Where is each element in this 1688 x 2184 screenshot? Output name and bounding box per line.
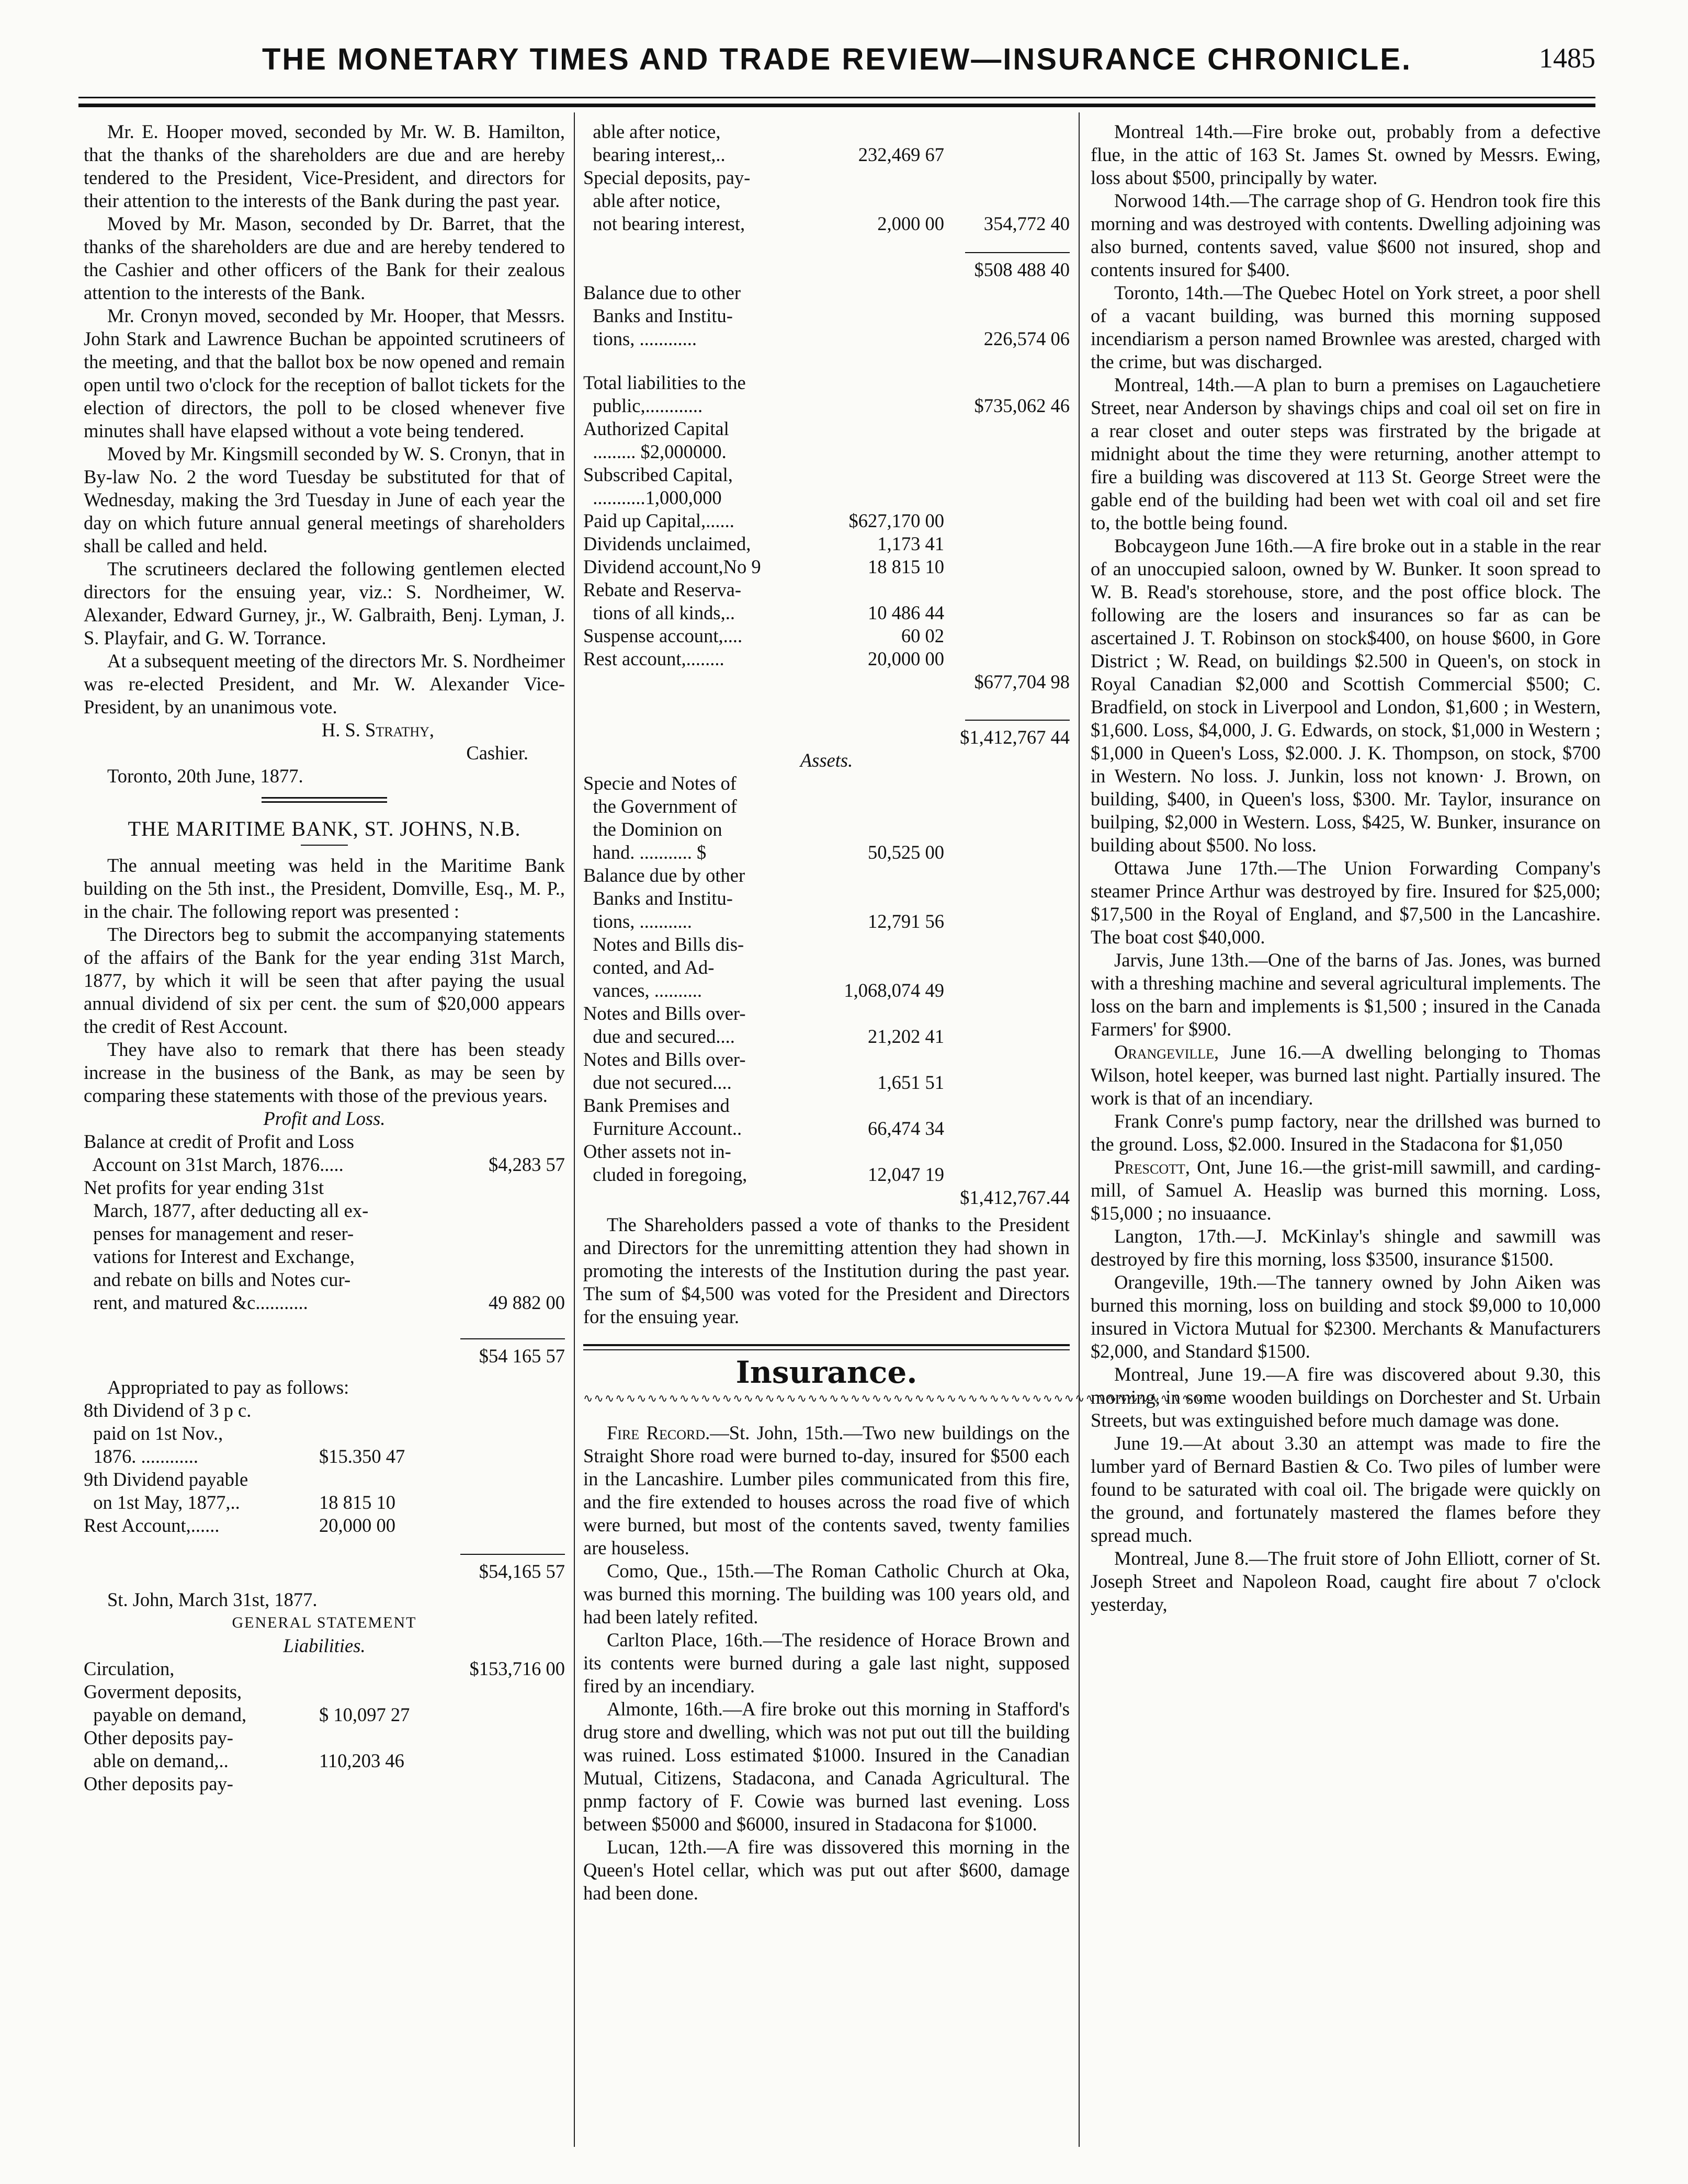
paragraph: Toronto, 14th.—The Quebec Hotel on York street, a poor shell of a vacant building, was burned this morning supposed incendiarism a person named Brownlee was arested, charged with the crime, but was discharged. [1091,282,1601,372]
row-label: Total liabilities to the public,............ [583,372,746,416]
row-label: Suspense account,.... [583,625,743,646]
table-row [583,933,1070,1002]
row-label: Other assets not in- cluded in foregoing, [583,1141,747,1185]
row-label: Circulation, [84,1658,175,1679]
signature-name: H. S. Strathy, [321,719,434,741]
paragraph-text: , Ont, June 16.—the grist-mill sawmill, and carding-mill, of Samuel A. Heaslip was burned this morning. Loss, $15,000 ; no insuaance. [1091,1156,1601,1224]
subsection-title: Liabilities. [283,1635,366,1656]
row-amount: 20,000 00 [319,1515,395,1536]
row-total: $54 165 57 [479,1345,565,1367]
row-label: Notes and Bills over- due and secured.... [583,1003,746,1047]
table-row [583,578,1070,624]
table-row [583,166,1070,235]
subsection-title: Profit and Loss. [263,1108,386,1129]
table-row [583,1094,1070,1140]
paragraph: Montreal, June 19.—A fire was discovered about 9.30, this morning, in some wooden buildings on Dorchester and St. Urbain Streets, but was extinguished before much damage was done. [1091,1363,1601,1431]
table-row [84,1680,565,1726]
row-amount: 21,202 41 [868,1026,944,1047]
table-row [583,670,1070,693]
table-row [583,235,1070,281]
row-amount: 12,047 19 [868,1164,944,1185]
row-label: Bank Premises and Furniture Account.. [583,1095,742,1139]
page-header [78,42,1595,99]
row-amount: 2,000 00 [877,213,944,234]
row-label: Other deposits pay- able on demand,.. [84,1727,233,1771]
row-total: $677,704 98 [974,671,1070,692]
row-total: 354,772 40 [983,213,1070,234]
row-amount: 66,474 34 [868,1118,944,1139]
table-row [583,417,1070,463]
row-amount: 60 02 [901,625,944,646]
paragraph: Lucan, 12th.—A fire was dissovered this morning in the Queen's Hotel cellar, which was put out after $600, damage had been done. [583,1836,1070,1904]
paragraph: The Directors beg to submit the accompanying statements of the affairs of the Bank for the year ending 31st March, 1877, by which it will be seen that after paying the usual annual dividend of six per cent. the sum of $20,000 appears the credit of Rest Account. [84,924,565,1037]
table-row [583,350,1070,417]
paragraph: Orangeville, 19th.—The tannery owned by John Aiken was burned this morning, loss on building and stock $9,000 to 10,000 insured in Victora Mutual for $2300. Merchants & Manufacturers $2,000, and Standard $1500. [1091,1271,1601,1362]
table-row [583,509,1070,532]
table-row [583,555,1070,578]
paragraph: Carlton Place, 16th.—The residence of Horace Brown and its contents were burned during a gale last night, supposed fired by an incendiary. [583,1629,1070,1697]
paragraph: Ottawa June 17th.—The Union Forwarding Company's steamer Prince Arthur was destroyed by fire. Insured for $25,000; $17,500 in the Royal of England, and $7,500 in the Lancashire. The boat cost $40,000. [1091,857,1601,948]
paragraph [1091,1041,1601,1110]
row-label: Balance due to other Banks and Institu- tions, ............ [583,282,741,349]
section-rule [583,1344,1070,1350]
row-total: $735,062 46 [974,395,1070,416]
row-amount: 1,068,074 49 [844,980,944,1001]
paragraph: The Shareholders passed a vote of thanks to the President and Directors for the unremitting attention they had shown in promoting the interests of the Institution during the past year. The sum of $4,500 was voted for the President and Directors for the ensuing year. [583,1214,1070,1327]
row-amount: 232,469 67 [858,144,944,165]
row-amount: 12,791 56 [868,911,944,932]
row-label: Notes and Bills dis- conted, and Ad- vances, .......... [593,934,744,1001]
paragraph: Bobcaygeon June 16th.—A fire broke out in a stable in the rear of an unoccupied saloon, owned by W. Bunker. It soon spread to W. B. Read's storehouse, store, and the post office block. The following are the losers and insurances so far as can be ascertained J. T. Robinson on stock$400, on house $600, in Gore District ; W. Read, on buildings $2.500 in Queen's, on stock in Royal Canadian $2,000 and Scottish Commercial $500; C. Bradfield, on stock in Liverpool and London, $1,600 ; in Western, $1,600. Loss, $4,000, J. G. Edwards, on stock, $1,000 in Western ; $1,000 in Queen's Loss, $2.000. J. K. Thompson, on stock, $700 in Western. No loss. J. Junkin, loss not known· J. Brown, on building, $400, in Queen's loss, $300. Mr. Taylor, insurance on builping, $2,000 in Western. Loss, $425, W. Bunker, insurance on building about $500. No loss. [1091,535,1601,856]
liabilities-table [84,1657,565,1795]
row-amount: 20,000 00 [868,648,944,669]
paragraph: Moved by Mr. Kingsmill seconded by W. S. Cronyn, that in By-law No. 2 the word Tuesday be substituted for that of Wednesday, making the 3rd Tuesday in June of each year the day on which future annual general meetings of shareholders shall be called and held. [84,443,565,556]
running-title: THE MONETARY TIMES AND TRADE REVIEW—INSURANCE CHRONICLE. [262,42,1412,76]
row-label: Rest Account,...... [84,1515,220,1536]
column-divider [1079,112,1080,2147]
row-label: Other deposits pay- [84,1773,233,1794]
grand-total: $1,412,767 44 [960,726,1070,748]
liabilities-continued-table [583,120,1070,749]
lead-in: Prescott [1114,1156,1185,1178]
table-row [583,463,1070,509]
table-row [583,1002,1070,1048]
row-amount: 110,203 46 [319,1750,404,1771]
statement-title: GENERAL STATEMENT [232,1614,417,1631]
paragraph-text: , June 16.—A dwelling belonging to Thomas Wilson, hotel keeper, was burned last night. Partially insured. The work is that of an incendiary. [1091,1041,1601,1109]
paragraph: Appropriated to pay as follows: [107,1377,349,1398]
paragraph: Montreal, 14th.—A plan to burn a premises on Lagauchetiere Street, near Anderson by shavings chips and coal oil set on fire in a rear closet and outer steps was firstrated by the brigade at midnight about the time they were returning, another attempt to fire a building was discovered at 113 St. George Street were the gable end of the building had been wet with coal oil and set fire to, the bottle being found. [1091,374,1601,533]
header-rule [78,97,1595,98]
row-label: Special deposits, pay- able after notice, not bearing interest, [583,167,751,234]
row-amount: 49 882 00 [489,1292,565,1313]
row-label: Rebate and Reserva- tions of all kinds,.. [583,579,741,623]
paragraph [1091,1156,1601,1225]
grand-total: $1,412,767.44 [960,1187,1070,1208]
lead-in: Fire Record. [607,1422,710,1443]
profit-loss-table [84,1130,565,1368]
paragraph: Mr. E. Hooper moved, seconded by Mr. W. B. Hamilton, that the thanks of the shareholders are due and are hereby tendered to the President, Vice-President, and directors for their attention to the interests of the Bank during the past year. [84,121,565,211]
table-row [583,1186,1070,1209]
table-row [84,1176,565,1314]
insurance-heading: Insurance. [735,1355,917,1390]
row-amount: $153,716 00 [469,1658,565,1679]
row-amount: $627,170 00 [848,510,944,531]
table-row [583,693,1070,749]
paragraph-text: —St. John, 15th.—Two new buildings on the Straight Shore road were burned to-day, insured for $500 each in the Lancashire. Lumber piles communicated from this fire, and the fire extended to houses across the road five of which were burned, but most of the contents saved, twenty families are houseless. [583,1422,1070,1559]
row-label: Subscribed Capital, ...........1,000,000 [583,464,733,508]
ornamental-rule: ∿∿∿∿∿∿∿∿∿∿∿∿∿∿∿∿∿∿∿∿∿∿∿∿∿∿∿∿∿∿∿∿∿∿∿∿∿∿∿∿∿∿∿∿∿∿∿∿∿∿∿∿∿∿∿∿∿∿∿ [583,1392,1214,1405]
row-amount: 50,525 00 [868,841,944,863]
paragraph: Norwood 14th.—The carrage shop of G. Hendron took fire this morning and was destroyed with contents. Dwelling adjoining was also burned, contents saved, value $600 not insured, shop and contents insured for $400. [1091,190,1601,280]
table-row [84,1314,565,1368]
row-amount: $15.350 47 [319,1446,405,1467]
column-divider [574,112,575,2147]
row-amount: 1,173 41 [877,533,944,554]
row-label: 8th Dividend of 3 p c. paid on 1st Nov., 1876. ............ [84,1400,252,1467]
row-label: Net profits for year ending 31st March, 1877, after deducting all ex- penses for management and reser- vations for Interest and Exchange, and rebate on bills and Notes cur- rent, and matured &c........... [84,1177,369,1313]
assets-table [583,772,1070,1209]
lead-in: Orangeville [1114,1041,1214,1063]
table-row [583,120,1070,166]
table-row [583,1048,1070,1094]
paragraph: Frank Conre's pump factory, near the drillshed was burned to the ground. Loss, $2.000. Insured in the Stadacona for $1,050 [1091,1110,1601,1155]
column-left [84,120,565,1795]
section-title: THE MARITIME BANK, ST. JOHNS, N.B. [128,817,521,840]
paragraph: The annual meeting was held in the Maritime Bank building on the 5th inst., the President, Domville, Esq., M. P., in the chair. The following report was presented : [84,855,565,922]
row-total: $508 488 40 [974,259,1070,280]
row-label: Paid up Capital,...... [583,510,734,531]
row-label: Dividend account,No 9 [583,556,761,577]
header-rule-thick [78,104,1595,107]
table-row [84,1726,565,1772]
table-row [84,1537,565,1583]
paragraph: Langton, 17th.—J. McKinlay's shingle and sawmill was destroyed by fire this morning, loss $3500, insurance $1500. [1091,1225,1601,1270]
paragraph: Como, Que., 15th.—The Roman Catholic Church at Oka, was burned this morning. The building was 100 years old, and had been lately refited. [583,1560,1070,1628]
paragraph [583,1421,1070,1560]
dateline: Toronto, 20th June, 1877. [107,765,303,787]
row-label: Goverment deposits, payable on demand, [84,1681,247,1725]
row-amount: 18 815 10 [868,556,944,577]
row-label: Dividends unclaimed, [583,533,751,554]
row-amount: $4,283 57 [489,1154,565,1175]
appropriation-table [84,1399,565,1583]
row-total: $54,165 57 [479,1561,565,1582]
section-rule [262,797,387,803]
row-label: Notes and Bills over- due not secured.... [583,1049,746,1093]
table-row [583,647,1070,670]
paragraph: Montreal 14th.—Fire broke out, probably from a defective flue, in the attic of 163 St. James St. owned by Messrs. Ewing, loss about $500, principally by water. [1091,121,1601,188]
table-row [583,864,1070,933]
row-amount: 10 486 44 [868,602,944,623]
short-rule [301,845,348,846]
table-row [84,1657,565,1680]
row-label: Specie and Notes of the Government of the Dominion on hand. ........... $ [583,772,737,863]
paragraph: June 19.—At about 3.30 an attempt was made to fire the lumber yard of Bernard Bastien & Co. Two piles of lumber were found to be saturated with coal oil. The brigade were quickly on the ground, and fortunately mastered the flames before they spread much. [1091,1432,1601,1546]
paragraph: Mr. Cronyn moved, seconded by Mr. Hooper, that Messrs. John Stark and Lawrence Buchan be appointed scrutineers of the meeting, and that the ballot box be now opened and remain open until two o'clock for the reception of ballot tickets for the election of directors, the poll to be closed whenever five minutes shall have elapsed without a vote being tendered. [84,305,565,441]
row-label: Balance due by other Banks and Institu- tions, ........... [583,864,745,932]
table-row [583,1140,1070,1186]
table-row [84,1130,565,1176]
row-label: Balance at credit of Profit and Loss Account on 31st March, 1876..... [84,1131,354,1175]
table-row [84,1514,565,1537]
paragraph: They have also to remark that there has been steady increase in the business of the Bank, as may be seen by comparing these statements with those of the previous years. [84,1039,565,1106]
table-row [84,1399,565,1468]
paragraph: Montreal, June 8.—The fruit store of John Elliott, corner of St. Joseph Street and Napoleon Road, caught fire about 7 o'clock yesterday, [1091,1548,1601,1615]
table-row [583,772,1070,864]
page-number: 1485 [1539,42,1595,74]
row-label: 9th Dividend payable on 1st May, 1877,.. [84,1469,248,1513]
dateline: St. John, March 31st, 1877. [107,1589,318,1610]
row-total: 226,574 06 [983,328,1070,349]
row-label: able after notice, bearing interest,.. [593,121,726,165]
row-label: Authorized Capital ......... $2,000000. [583,418,729,462]
row-amount: 1,651 51 [877,1072,944,1093]
table-row [583,624,1070,647]
table-row [84,1772,565,1795]
paragraph: At a subsequent meeting of the directors Mr. S. Nordheimer was re-elected President, and Mr. W. Alexander Vice-President, by an unanimous vote. [84,650,565,718]
table-row [583,281,1070,350]
table-row [84,1468,565,1514]
signature-title: Cashier. [466,742,528,764]
row-amount: $ 10,097 27 [319,1704,410,1725]
column-right [1091,120,1601,1616]
paragraph: Jarvis, June 13th.—One of the barns of Jas. Jones, was burned with a threshing machine and several agricultural implements. The loss on the barn and implements is $1,500 ; insured in the Canada Farmers' for $900. [1091,949,1601,1040]
paragraph: Almonte, 16th.—A fire broke out this morning in Stafford's drug store and dwelling, which was not put out till the building was ruined. Loss estimated $1000. Insured in the Canadian Mutual, Citizens, Stadacona, and Canada Agricultural. The pnmp factory of F. Cowie was burned last evening. Loss between $5000 and $6000, insured in Stadacona for $1000. [583,1698,1070,1835]
table-row [583,532,1070,555]
paragraph: The scrutineers declared the following gentlemen elected directors for the ensuing year, viz.: S. Nordheimer, W. Alexander, Edward Gurney, jr., W. Galbraith, Benj. Lyman, J. S. Playfair, and G. W. Torrance. [84,558,565,649]
row-amount: 18 815 10 [319,1492,395,1513]
paragraph: Moved by Mr. Mason, seconded by Dr. Barret, that the thanks of the shareholders are due and are hereby tendered to the Cashier and other officers of the Bank for their zealous attention to the interests of the Bank. [84,213,565,303]
subsection-title: Assets. [800,749,853,771]
row-label: Rest account,........ [583,648,724,669]
